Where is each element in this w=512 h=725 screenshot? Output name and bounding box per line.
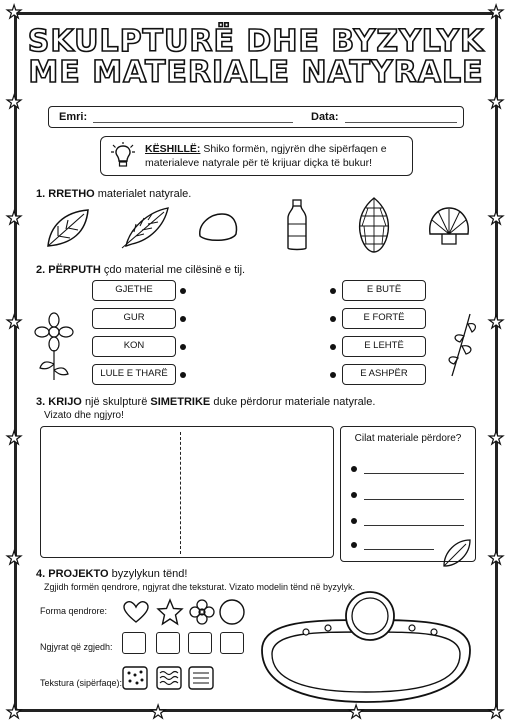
star-icon: ★ [348,702,365,723]
color-swatch[interactable] [220,632,244,654]
page-title [0,26,512,88]
leaf-icon [440,536,474,570]
color-swatch[interactable] [156,632,180,654]
materials-used-title: Cilat materiale përdore? [354,433,462,444]
section4-heading: 4. PROJEKTO byzylykun tënd! [36,568,188,580]
quality-e-bute[interactable]: E BUTË [342,280,426,301]
feather-icon[interactable] [120,204,172,250]
match-dot[interactable] [180,316,186,322]
color-swatch[interactable] [188,632,212,654]
title-line-2: ME MATERIALE NATYRALE [28,55,484,90]
star-icon: ★ [488,312,505,333]
shape-label: Forma qendrore: [40,606,108,616]
star-icon: ★ [150,702,167,723]
material-gjethe[interactable]: GJETHE [92,280,176,301]
quality-e-lehte[interactable]: E LEHTË [342,336,426,357]
material-lule-e-thare[interactable]: LULE E THARË [92,364,176,385]
bullet-dot [351,542,357,548]
flower-icon [34,312,74,382]
star-icon: ★ [488,428,505,449]
date-label: Data: [311,111,339,123]
material-kon[interactable]: KON [92,336,176,357]
section3-subtitle: Vizato dhe ngjyro! [44,410,124,421]
waves-texture-icon[interactable] [156,666,182,690]
answer-line[interactable] [364,525,464,526]
bullet-dot [351,492,357,498]
star-icon: ★ [6,92,23,113]
star-icon[interactable] [156,598,184,626]
texture-label: Tekstura (sipërfaqe): [40,678,123,688]
material-gur[interactable]: GUR [92,308,176,329]
star-icon: ★ [6,548,23,569]
bottle-icon[interactable] [284,198,310,252]
bracelet-template[interactable] [256,590,476,708]
match-dot[interactable] [330,372,336,378]
name-field[interactable] [93,122,293,123]
quality-e-ashper[interactable]: E ASHPËR [342,364,426,385]
answer-line[interactable] [364,499,464,500]
tip-box [100,136,413,176]
title-line-1: SKULPTURË DHE BYZYLYK [27,24,485,59]
answer-line[interactable] [364,549,434,550]
star-icon: ★ [488,208,505,229]
name-date-bar [48,106,464,128]
star-icon: ★ [488,92,505,113]
name-label: Emri: [59,111,88,123]
match-dot[interactable] [330,288,336,294]
bullet-dot [351,518,357,524]
seashell-icon[interactable] [426,204,472,248]
pinecone-icon[interactable] [354,196,394,254]
tip-label: KËSHILLË: [145,143,201,155]
bullet-dot [351,466,357,472]
match-dot[interactable] [330,316,336,322]
star-icon: ★ [488,548,505,569]
section1-heading: 1. RRETHO materialet natyrale. [36,188,192,200]
date-field[interactable] [345,122,457,123]
match-dot[interactable] [180,288,186,294]
star-icon: ★ [488,2,505,23]
star-icon: ★ [488,702,505,723]
star-icon: ★ [6,702,23,723]
circle-icon[interactable] [218,598,246,626]
section2-heading: 2. PËRPUTH çdo material me cilësinë e tij. [36,264,246,276]
color-swatch[interactable] [122,632,146,654]
match-dot[interactable] [180,344,186,350]
star-icon: ★ [6,428,23,449]
answer-line[interactable] [364,473,464,474]
match-dot[interactable] [330,344,336,350]
drawing-area[interactable] [40,426,334,558]
section4-subtitle: Zgjidh formën qendrore, ngjyrat dhe teksturat. Vizato modelin tënd në byzylyk. [44,582,356,592]
section3-heading: 3. KRIJO një skulpturë SIMETRIKE duke përdorur materiale natyrale. [36,396,376,408]
stone-icon[interactable] [196,210,240,244]
quality-e-forte[interactable]: E FORTË [342,308,426,329]
dots-texture-icon[interactable] [122,666,148,690]
leaf-icon[interactable] [44,206,94,250]
lines-texture-icon[interactable] [188,666,214,690]
star-icon: ★ [6,2,23,23]
star-icon: ★ [6,208,23,229]
star-icon: ★ [6,312,23,333]
sprig-icon [444,312,480,378]
symmetry-line [180,432,181,554]
heart-icon[interactable] [122,600,150,624]
flower-icon[interactable] [188,598,216,626]
tip-text: Shiko formën, ngjyrën dhe sipërfaqen e materialeve natyrale për të krijuar diçka të bukur! [145,143,387,169]
match-dot[interactable] [180,372,186,378]
lightbulb-icon [109,142,137,170]
color-label: Ngjyrat që zgjedh: [40,642,113,652]
